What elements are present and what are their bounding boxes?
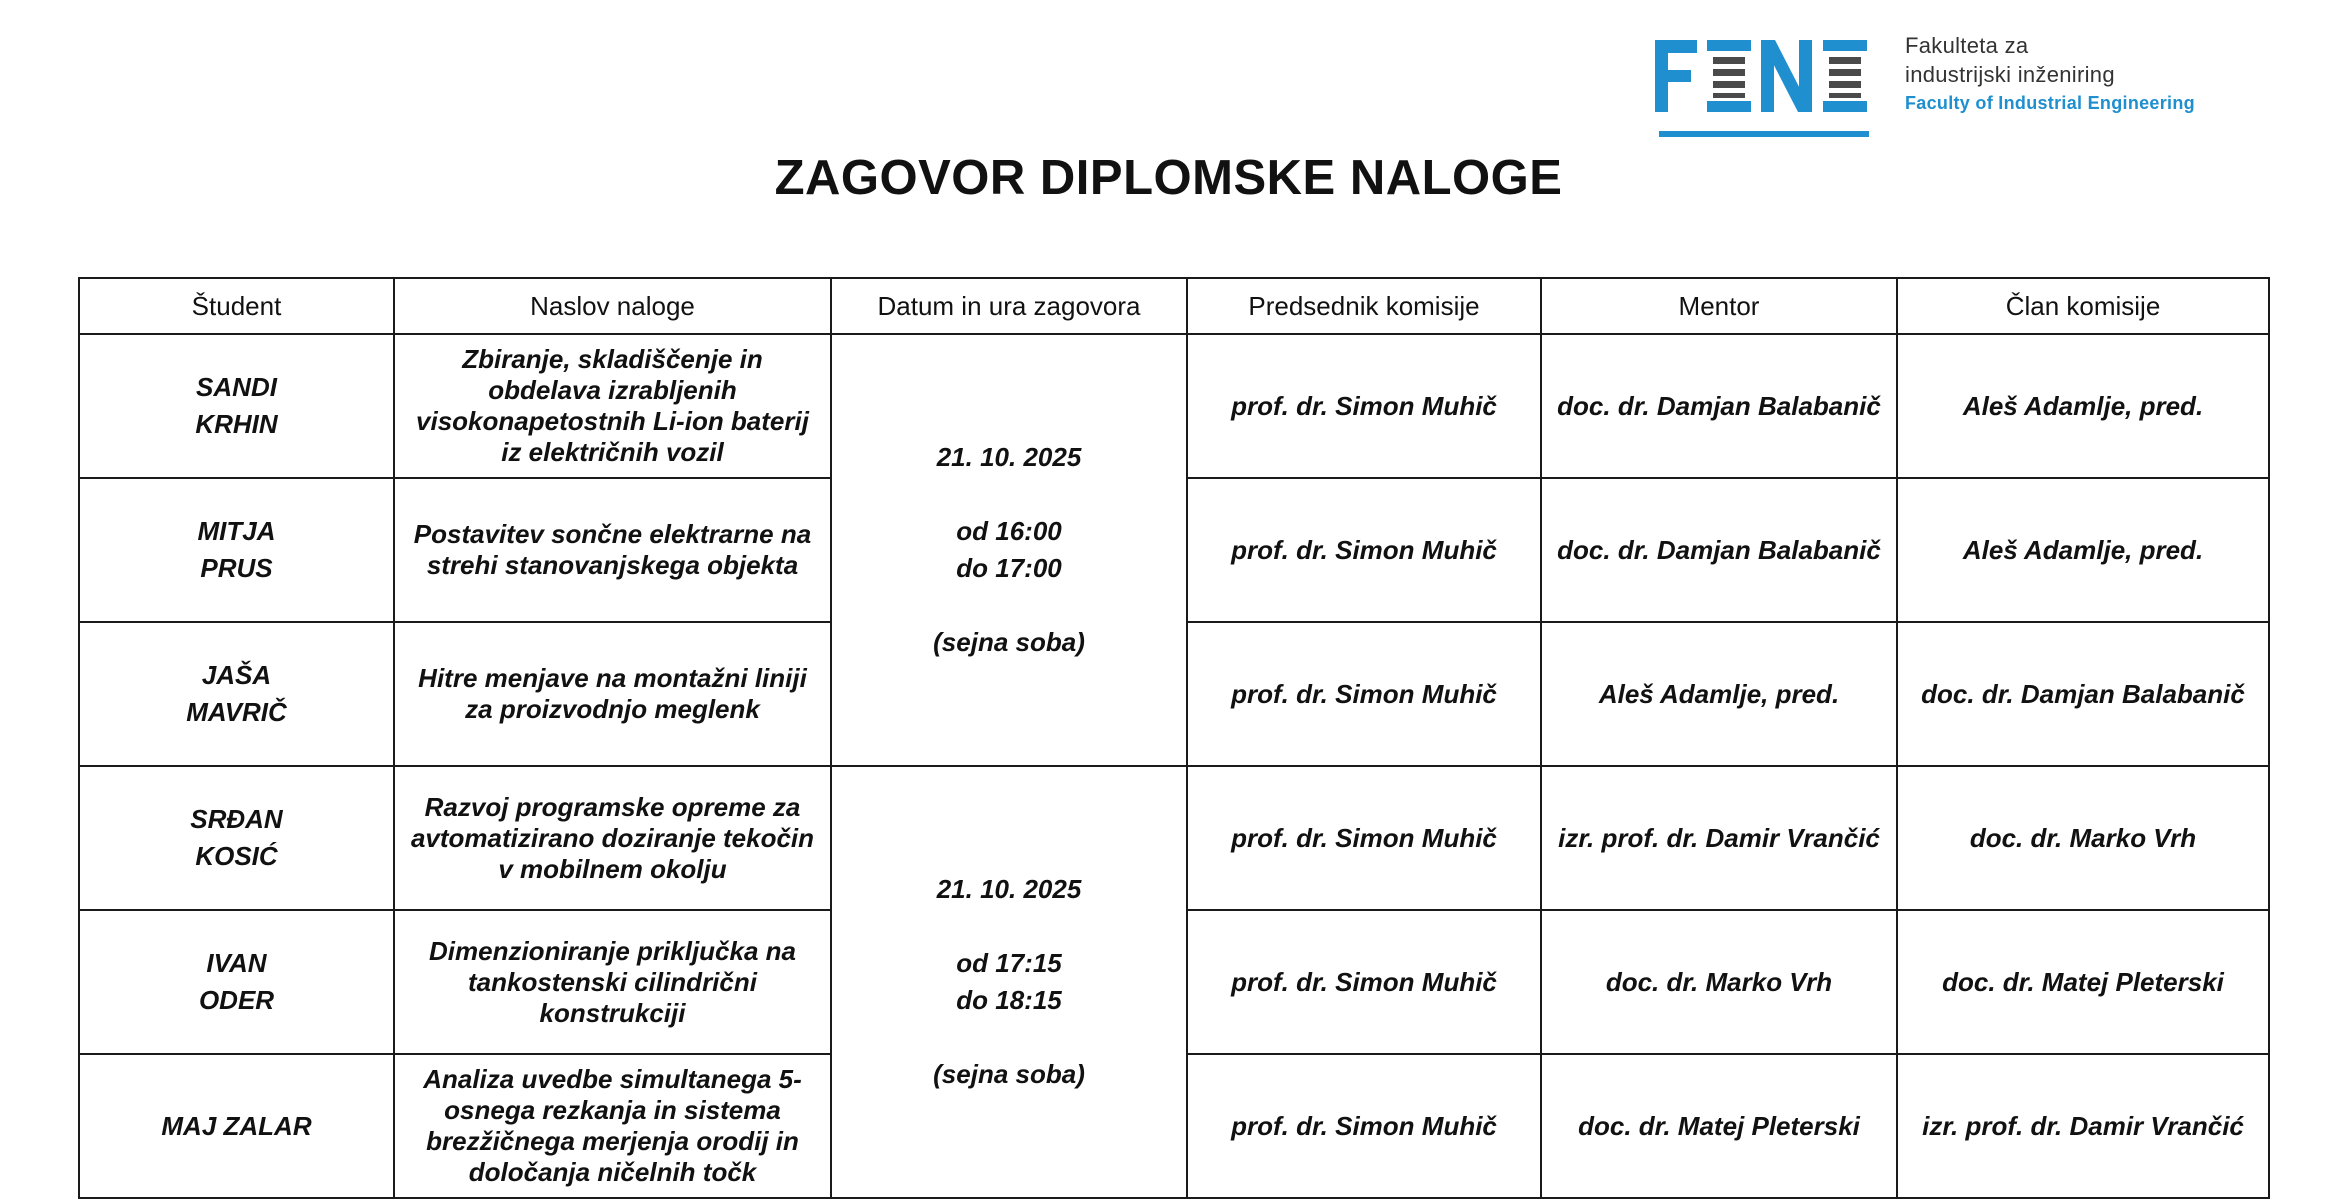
student-name: SRĐAN KOSIĆ (79, 766, 394, 910)
student-name: MAJ ZALAR (79, 1054, 394, 1198)
faculty-logo (1655, 28, 2215, 143)
header-date-time: Datum in ura zagovora (831, 278, 1187, 334)
student-name: MITJA PRUS (79, 478, 394, 622)
logo-text (1905, 31, 2195, 118)
mentor: Aleš Adamlje, pred. (1541, 622, 1897, 766)
mentor: doc. dr. Matej Pleterski (1541, 1054, 1897, 1198)
logo-name-sl-1: Fakulteta za (1905, 33, 2029, 58)
committee-member: izr. prof. dr. Damir Vrančić (1897, 1054, 2269, 1198)
student-name: IVAN ODER (79, 910, 394, 1054)
header-title: Naslov naloge (394, 278, 831, 334)
logo-underline (1659, 131, 1869, 137)
logo-name-sl-2: industrijski inženiring (1905, 62, 2115, 87)
committee-president: prof. dr. Simon Muhič (1187, 622, 1541, 766)
committee-member: Aleš Adamlje, pred. (1897, 334, 2269, 478)
thesis-title: Razvoj programske opreme za avtomatizirano doziranje tekočin v mobilnem okolju (394, 766, 831, 910)
header-mentor: Mentor (1541, 278, 1897, 334)
student-name: SANDI KRHIN (79, 334, 394, 478)
committee-president: prof. dr. Simon Muhič (1187, 910, 1541, 1054)
committee-member: doc. dr. Matej Pleterski (1897, 910, 2269, 1054)
committee-president: prof. dr. Simon Muhič (1187, 1054, 1541, 1198)
fini-logo-mark (1655, 36, 1880, 126)
mentor: doc. dr. Damjan Balabanič (1541, 334, 1897, 478)
committee-member: doc. dr. Damjan Balabanič (1897, 622, 2269, 766)
committee-member: doc. dr. Marko Vrh (1897, 766, 2269, 910)
thesis-title: Hitre menjave na montažni liniji za proizvodnjo meglenk (394, 622, 831, 766)
table-row (79, 334, 2269, 478)
thesis-title: Postavitev sončne elektrarne na strehi stanovanjskega objekta (394, 478, 831, 622)
defense-date-time: 21. 10. 2025 od 16:00 do 17:00 (sejna soba) (831, 334, 1187, 766)
defense-schedule-table (78, 277, 2270, 1199)
thesis-title: Dimenzioniranje priključka na tankostenski cilindrični konstrukciji (394, 910, 831, 1054)
mentor: doc. dr. Marko Vrh (1541, 910, 1897, 1054)
committee-president: prof. dr. Simon Muhič (1187, 334, 1541, 478)
header-committee-member: Član komisije (1897, 278, 2269, 334)
student-name: JAŠA MAVRIČ (79, 622, 394, 766)
mentor: doc. dr. Damjan Balabanič (1541, 478, 1897, 622)
header-student: Študent (79, 278, 394, 334)
committee-member: Aleš Adamlje, pred. (1897, 478, 2269, 622)
table-row (79, 766, 2269, 910)
committee-president: prof. dr. Simon Muhič (1187, 766, 1541, 910)
logo-name-en: Faculty of Industrial Engineering (1905, 93, 2195, 113)
thesis-title: Zbiranje, skladiščenje in obdelava izrabljenih visokonapetostnih Li-ion baterij iz električnih vozil (394, 334, 831, 478)
page-title: ZAGOVOR DIPLOMSKE NALOGE (774, 151, 1563, 205)
header-committee-president: Predsednik komisije (1187, 278, 1541, 334)
mentor: izr. prof. dr. Damir Vrančić (1541, 766, 1897, 910)
defense-date-time: 21. 10. 2025 od 17:15 do 18:15 (sejna soba) (831, 766, 1187, 1198)
table-header-row (79, 278, 2269, 334)
committee-president: prof. dr. Simon Muhič (1187, 478, 1541, 622)
thesis-title: Analiza uvedbe simultanega 5-osnega rezkanja in sistema brezžičnega merjenja orodij in določanja ničelnih točk (394, 1054, 831, 1198)
